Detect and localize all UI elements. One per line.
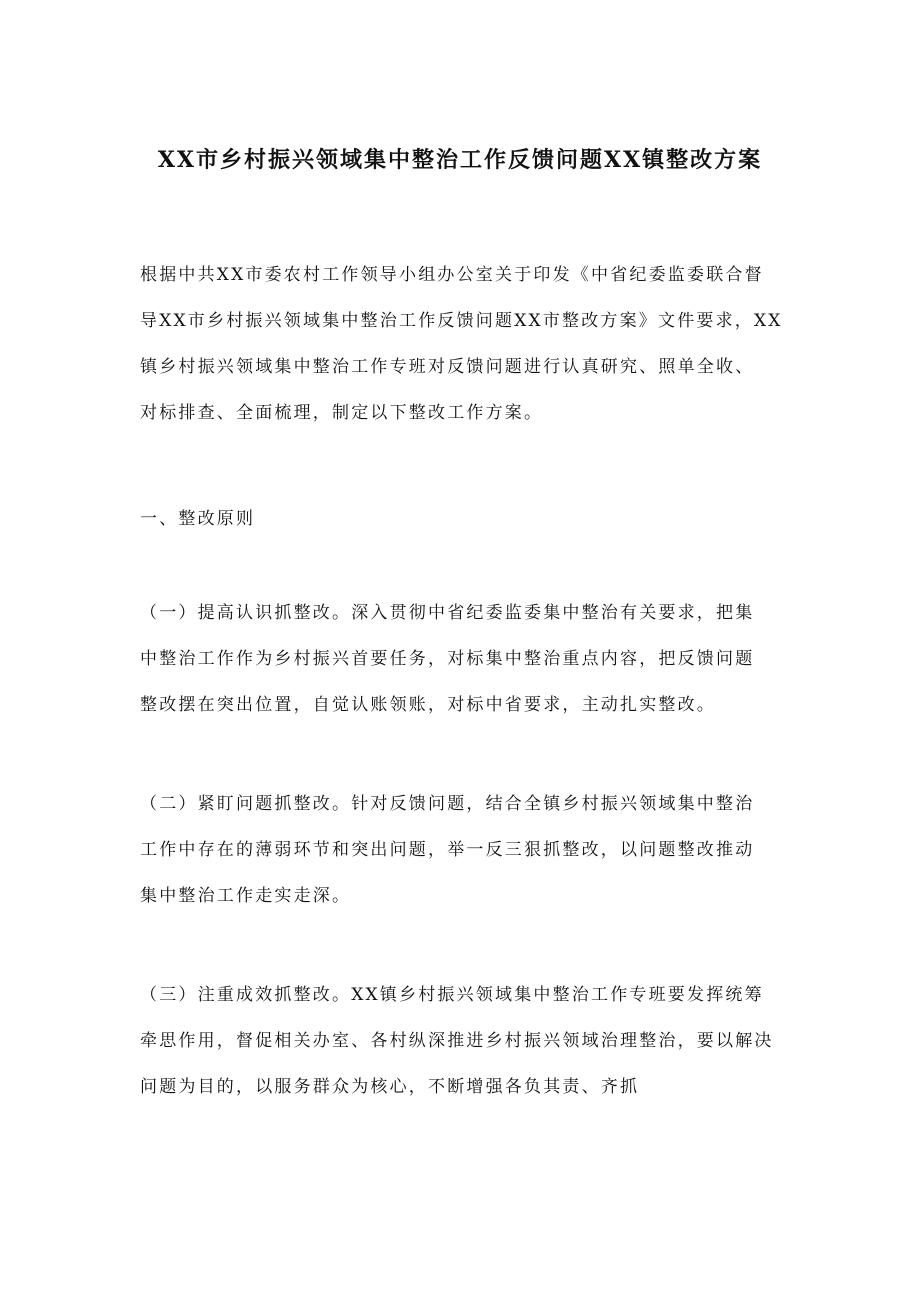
paragraph-line: （二）紧盯问题抓整改。针对反馈问题，结合全镇乡村振兴领域集中整治 (140, 794, 755, 814)
principle-paragraph-3 (140, 972, 780, 1110)
document-title: XX市乡村振兴领域集中整治工作反馈问题XX镇整改方案 (157, 147, 763, 173)
paragraph-line: 整改摆在突出位置，自觉认账领账，对标中省要求，主动扎实整改。 (140, 695, 716, 715)
section-heading-principles (140, 496, 780, 542)
paragraph-line: 工作中存在的薄弱环节和突出问题，举一反三狠抓整改，以问题整改推动 (140, 840, 755, 860)
paragraph-line: 牵思作用，督促相关办室、各村纵深推进乡村振兴领域治理整治，要以解决 (140, 1031, 774, 1051)
paragraph-line: （三）注重成效抓整改。XX镇乡村振兴领域集中整治工作专班要发挥统筹 (140, 985, 764, 1005)
section-heading-text: 一、整改原则 (140, 509, 256, 529)
paragraph-line: 问题为目的，以服务群众为核心，不断增强各负其责、齐抓 (140, 1077, 640, 1097)
intro-line: 镇乡村振兴领域集中整治工作专班对反馈问题进行认真研究、照单全收、 (140, 357, 755, 377)
principle-paragraph-1 (140, 590, 780, 728)
intro-line: 对标排查、全面梳理，制定以下整改工作方案。 (140, 403, 544, 423)
paragraph-line: 中整治工作作为乡村振兴首要任务，对标集中整治重点内容，把反馈问题 (140, 649, 755, 669)
intro-line: 根据中共XX市委农村工作领导小组办公室关于印发《中省纪委监委联合督 (140, 265, 764, 285)
principle-paragraph-2 (140, 781, 780, 919)
intro-line: 导XX市乡村振兴领域集中整治工作反馈问题XX市整改方案》文件要求，XX (140, 311, 783, 331)
intro-paragraph (140, 252, 783, 436)
paragraph-line: 集中整治工作走实走深。 (140, 886, 352, 906)
paragraph-line: （一）提高认识抓整改。深入贯彻中省纪委监委集中整治有关要求，把集 (140, 603, 755, 623)
